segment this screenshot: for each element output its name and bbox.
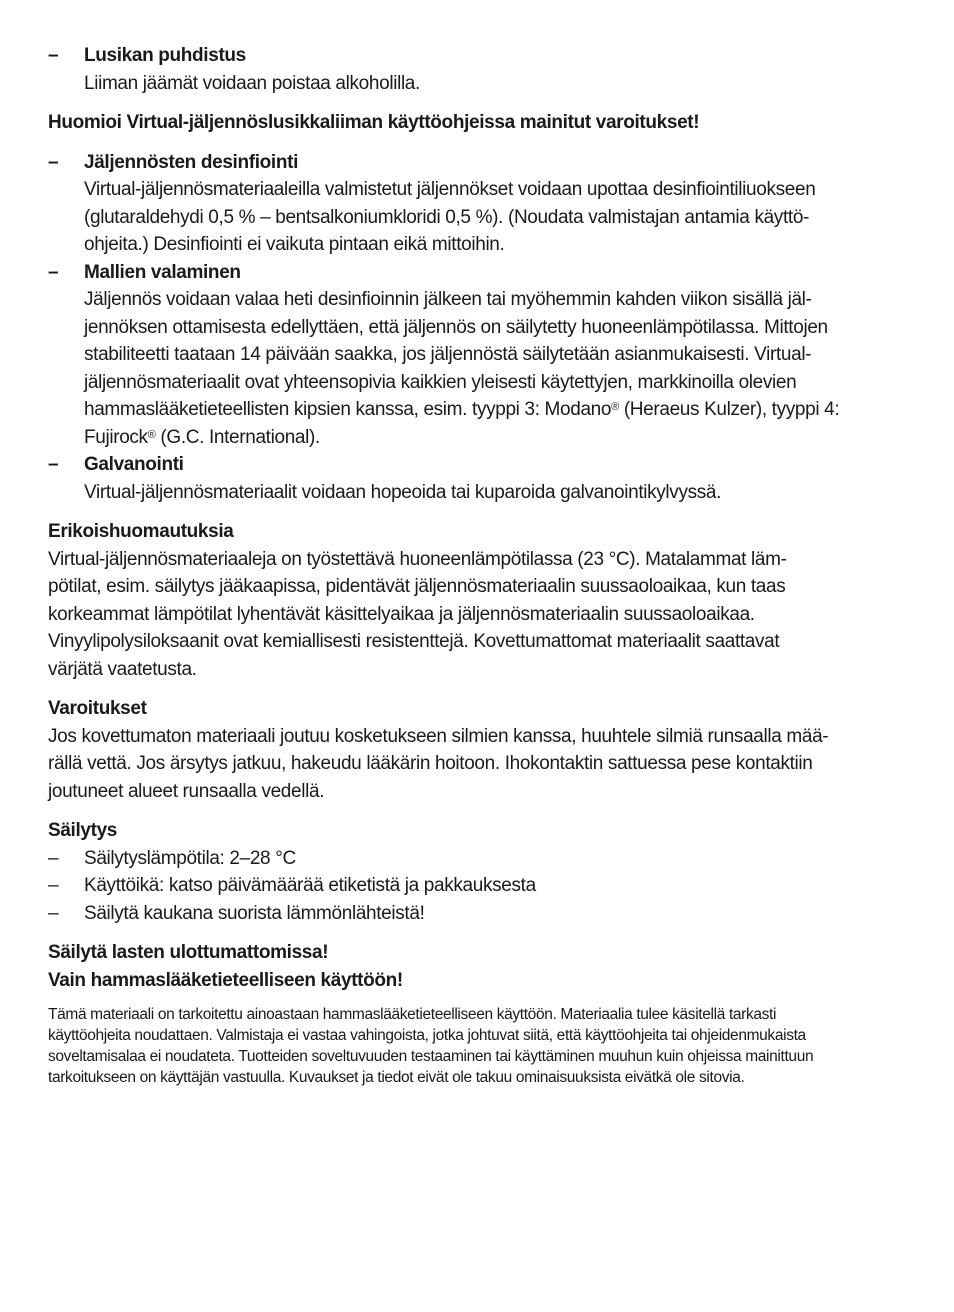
disclaimer-line: tarkoitukseen on käyttäjän vastuulla. Kuvaukset ja tiedot eivät ole takuu ominaisuuksista eivätkä ole sitovia. bbox=[48, 1069, 745, 1086]
text-line bbox=[84, 424, 910, 452]
section-warnings bbox=[48, 695, 910, 805]
text-line: jäljennösmateriaalit ovat yhteensopivia kaikkien yleisesti käytettyjen, markkinoilla olevien bbox=[84, 371, 797, 393]
final-notes bbox=[48, 939, 910, 994]
text-fragment: Fujirock bbox=[84, 426, 148, 448]
section-text: Liiman jäämät voidaan poistaa alkoholilla. bbox=[84, 72, 420, 94]
section-storage bbox=[48, 817, 910, 927]
section-heading: Jäljennösten desinfiointi bbox=[84, 151, 298, 173]
text-line: Virtual-jäljennösmateriaaleja on työstettävä huoneenlämpötilassa (23 °C). Matalammat läm- bbox=[48, 548, 787, 570]
list-item-text: Säilytyslämpötila: 2–28 °C bbox=[84, 847, 296, 869]
section-heading: Mallien valaminen bbox=[84, 261, 241, 283]
list-item bbox=[48, 845, 910, 873]
text-line: jennöksen ottamisesta edellyttäen, että jäljennös on säilytetty huoneenlämpötilassa. Mittojen bbox=[84, 316, 828, 338]
registered-mark: ® bbox=[611, 401, 619, 413]
list-item-text: Käyttöikä: katso päivämäärää etiketistä ja pakkauksesta bbox=[84, 875, 536, 896]
adhesive-warning-note: Huomioi Virtual-jäljennöslusikkaliiman käyttöohjeissa mainitut varoitukset! bbox=[48, 112, 700, 133]
section-spoon-cleaning bbox=[48, 42, 910, 97]
text-line: korkeammat lämpötilat lyhentävät käsittelyaikaa ja jäljennösmateriaalin suussaoloaikaa. bbox=[48, 603, 755, 625]
dash-bullet: – bbox=[48, 875, 59, 896]
section-special-notes bbox=[48, 518, 910, 683]
section-heading: Galvanointi bbox=[84, 454, 184, 475]
text-line: pötilat, esim. säilytys jääkaapissa, pidentävät jäljennösmateriaalin suussaoloaikaa, kun taas bbox=[48, 576, 786, 597]
section-model-casting bbox=[48, 259, 910, 452]
final-note: Vain hammaslääketieteelliseen käyttöön! bbox=[48, 969, 403, 991]
section-heading: Erikoishuomautuksia bbox=[48, 521, 234, 542]
text-line: rällä vettä. Jos ärsytys jatkuu, hakeudu lääkärin hoitoon. Ihokontaktin sattuessa pese kontaktiin bbox=[48, 753, 813, 774]
disclaimer bbox=[48, 1004, 910, 1088]
list-item bbox=[48, 900, 910, 928]
section-heading: Säilytys bbox=[48, 820, 118, 841]
text-line: Virtual-jäljennösmateriaaleilla valmistetut jäljennökset voidaan upottaa desinfiointiliuokseen bbox=[84, 179, 816, 200]
text-line: stabiliteetti taataan 14 päivään saakka, jos jäljennöstä säilytetään asianmukaisesti. Virtual- bbox=[84, 344, 812, 365]
text-line: ohjeita.) Desinfiointi ei vaikuta pintaan eikä mittoihin. bbox=[84, 234, 505, 255]
dash-bullet: – bbox=[48, 454, 59, 475]
section-disinfection bbox=[48, 149, 910, 259]
section-galvanizing bbox=[48, 451, 910, 506]
text-fragment: (G.C. International). bbox=[155, 426, 320, 448]
section-text: Virtual-jäljennösmateriaalit voidaan hopeoida tai kuparoida galvanointikylvyssä. bbox=[84, 481, 722, 503]
text-line: Vinyylipolysiloksaanit ovat kemiallisesti resistenttejä. Kovettumattomat materiaalit saattavat bbox=[48, 631, 780, 652]
section-heading: Lusikan puhdistus bbox=[84, 45, 246, 66]
text-line: (glutaraldehydi 0,5 % – bentsalkoniumkloridi 0,5 %). (Noudata valmistajan antamia käyttö- bbox=[84, 206, 810, 228]
text-line: värjätä vaatetusta. bbox=[48, 658, 197, 680]
section-heading: Varoitukset bbox=[48, 698, 147, 719]
text-line: joutuneet alueet runsaalla vedellä. bbox=[48, 780, 325, 802]
list-item-text: Säilytä kaukana suorista lämmönlähteistä! bbox=[84, 902, 425, 924]
registered-mark: ® bbox=[147, 428, 156, 441]
text-fragment: hammaslääketieteellisten kipsien kanssa, esim. tyyppi 3: Modano bbox=[84, 399, 612, 420]
disclaimer-line: Tämä materiaali on tarkoitettu ainoastaan hammaslääketieteelliseen käyttöön. Materiaalia tulee käsitellä tarkasti bbox=[48, 1006, 777, 1023]
dash-bullet: – bbox=[48, 261, 59, 283]
text-line bbox=[84, 396, 910, 424]
final-note: Säilytä lasten ulottumattomissa! bbox=[48, 942, 329, 963]
dash-bullet: – bbox=[48, 45, 59, 66]
disclaimer-line: käyttöohjeita noudattaen. Valmistaja ei vastaa vahingoista, jotka johtuvat siitä, että käyttöohjeita tai ohjeidenmukaista bbox=[48, 1027, 806, 1044]
text-line: Jäljennös voidaan valaa heti desinfioinnin jälkeen tai myöhemmin kahden viikon sisällä jäl- bbox=[84, 289, 812, 310]
dash-bullet: – bbox=[48, 847, 59, 869]
disclaimer-line: soveltamisalaa ei noudateta. Tuotteiden soveltuvuuden testaaminen tai käyttäminen muuhun kuin ohjeissa mainittuun bbox=[48, 1048, 814, 1065]
list-item bbox=[48, 872, 910, 900]
document-page bbox=[48, 42, 910, 1088]
dash-bullet: – bbox=[48, 151, 59, 173]
text-fragment: (Heraeus Kulzer), tyyppi 4: bbox=[618, 399, 840, 420]
text-line: Jos kovettumaton materiaali joutuu kosketukseen silmien kanssa, huuhtele silmiä runsaalla mää- bbox=[48, 725, 829, 747]
dash-bullet: – bbox=[48, 902, 59, 924]
